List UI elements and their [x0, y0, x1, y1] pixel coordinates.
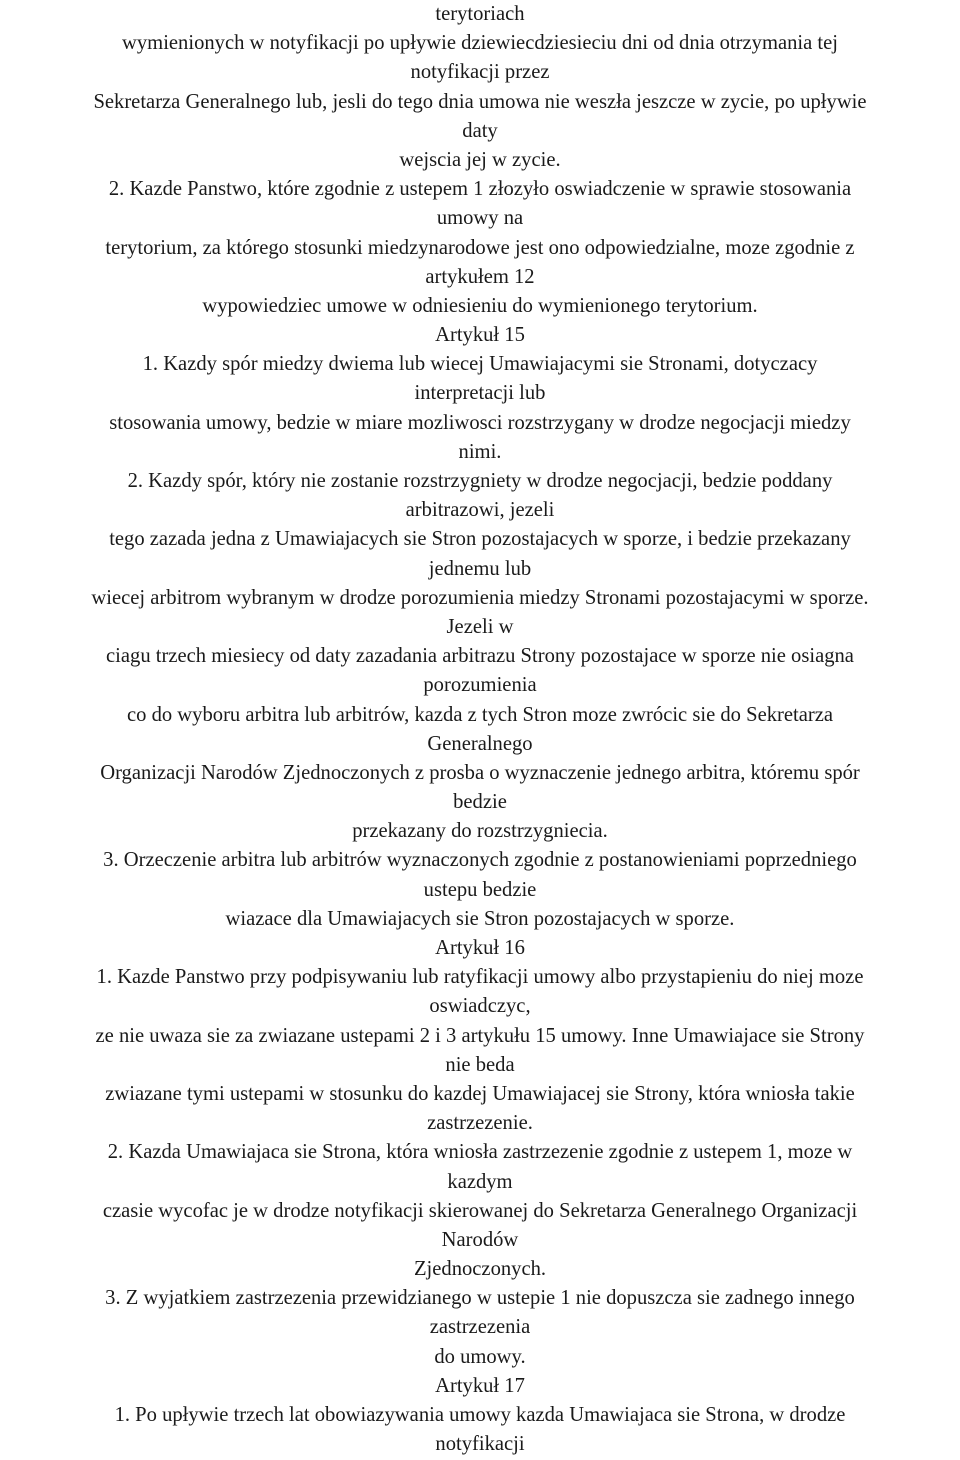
text-line: przekazany do rozstrzygniecia. — [352, 820, 608, 843]
text-line: bedzie — [453, 791, 507, 814]
text-line: Sekretarza Generalnego lub, jesli do tego dnia umowa nie weszła jeszcze w zycie, po upływie — [93, 90, 867, 113]
text-line: zastrzezenie. — [427, 1112, 533, 1135]
text-line: 3. Z wyjatkiem zastrzezenia przewidzianego w ustepie 1 nie dopuszcza sie zadnego innego — [105, 1287, 855, 1310]
text-line: kazdym — [447, 1170, 513, 1193]
text-line: ze nie uwaza sie za zwiazane ustepami 2 i 3 artykułu 15 umowy. Inne Umawiajace sie Strony — [95, 1024, 865, 1047]
text-line: wypowiedziec umowe w odniesieniu do wymienionego terytorium. — [202, 294, 758, 317]
text-line: tego zazada jedna z Umawiajacych sie Stron pozostajacych w sporze, i bedzie przekazany — [109, 528, 851, 551]
text-line: notyfikacji przez — [410, 61, 550, 84]
text-line: terytoriach — [435, 3, 525, 25]
text-line: wejscia jej w zycie. — [399, 148, 561, 171]
text-line: artykułem 12 — [425, 265, 535, 288]
text-line: wiecej arbitrom wybranym w drodze porozumienia miedzy Stronami pozostajacymi w sporze. — [91, 586, 869, 609]
text-line: do umowy. — [434, 1345, 526, 1368]
text-line: umowy na — [436, 207, 524, 230]
text-line: Narodów — [441, 1228, 519, 1251]
text-line: 1. Kazdy spór miedzy dwiema lub wiecej Umawiajacymi sie Stronami, dotyczacy — [142, 353, 818, 376]
text-line: wiazace dla Umawiajacych sie Stron pozostajacych w sporze. — [225, 907, 735, 930]
text-line: ustepu bedzie — [423, 878, 537, 901]
text-line: ciagu trzech miesiecy od daty zazadania arbitrazu Strony pozostajace w sporze nie osiagna — [106, 645, 854, 668]
text-line: czasie wycofac je w drodze notyfikacji skierowanej do Sekretarza Generalnego Organizacji — [102, 1199, 858, 1222]
text-line: Organizacji Narodów Zjednoczonych z prosba o wyznaczenie jednego arbitra, któremu spór — [100, 761, 860, 784]
text-line: 1. Kazde Panstwo przy podpisywaniu lub ratyfikacji umowy albo przystapieniu do niej moze — [96, 966, 864, 989]
text-line: 2. Kazde Panstwo, które zgodnie z ustepem 1 złozyło oswiadczenie w sprawie stosowania — [108, 178, 852, 201]
text-line: Zjednoczonych. — [413, 1258, 547, 1281]
text-line: daty — [462, 119, 498, 142]
article-heading: Artykuł 15 — [435, 324, 525, 347]
text-line: oswiadczyc, — [429, 995, 531, 1018]
text-line: nie beda — [445, 1053, 515, 1076]
text-line: Generalnego — [427, 732, 533, 755]
text-line: 1. Po upływie trzech lat obowiazywania umowy kazda Umawiajaca sie Strona, w drodze — [114, 1404, 846, 1426]
text-line: nimi. — [458, 440, 502, 463]
text-line: porozumienia — [423, 674, 537, 697]
article-heading: Artykuł 17 — [435, 1374, 525, 1397]
text-line: terytorium, za którego stosunki miedzynarodowe jest ono odpowiedzialne, moze zgodnie z — [105, 236, 855, 259]
text-line: 3. Orzeczenie arbitra lub arbitrów wyznaczonych zgodnie z postanowieniami poprzedniego — [103, 849, 857, 872]
text-line: wymienionych w notyfikacji po upływie dziewiecdziesieciu dni od dnia otrzymania tej — [122, 32, 838, 55]
text-line: Jezeli w — [446, 615, 514, 638]
text-line: interpretacji lub — [414, 382, 546, 405]
text-line: notyfikacji — [435, 1433, 525, 1456]
text-line: zastrzezenia — [429, 1316, 531, 1339]
text-line: 2. Kazda Umawiajaca sie Strona, która wniosła zastrzezenie zgodnie z ustepem 1, moze w — [107, 1141, 853, 1164]
text-line: co do wyboru arbitra lub arbitrów, kazda z tych Stron moze zwrócic sie do Sekretarza — [126, 703, 834, 726]
text-line: 2. Kazdy spór, który nie zostanie rozstrzygniety w drodze negocjacji, bedzie poddany — [127, 470, 833, 492]
text-line: arbitrazowi, jezeli — [405, 499, 555, 522]
text-line: zwiazane tymi ustepami w stosunku do kazdej Umawiajacej sie Strony, która wniosła takie — [105, 1082, 855, 1105]
text-line: jednemu lub — [428, 557, 532, 580]
article-heading: Artykuł 16 — [435, 937, 525, 959]
text-line: stosowania umowy, bedzie w miare mozliwosci rozstrzygany w drodze negocjacji miedzy — [109, 411, 851, 434]
